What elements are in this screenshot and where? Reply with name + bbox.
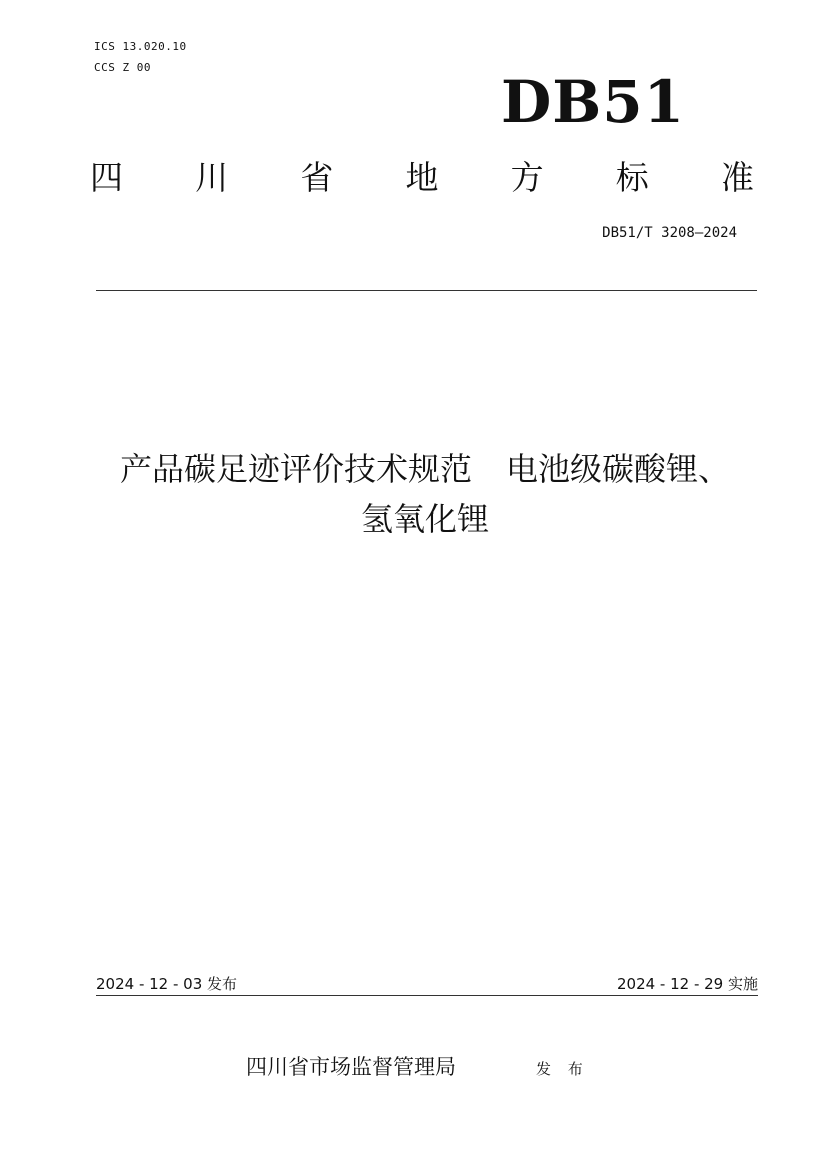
standard-type-char: 标 bbox=[615, 158, 649, 197]
title-line-2: 氢氧化锂 bbox=[360, 500, 489, 538]
document-title bbox=[80, 444, 770, 544]
title-sub-1: 电池级碳酸锂、 bbox=[506, 450, 731, 488]
standard-type-char: 川 bbox=[195, 158, 229, 197]
bottom-divider bbox=[96, 995, 758, 996]
standard-type-char: 方 bbox=[510, 158, 544, 197]
standard-type-char: 四 bbox=[90, 158, 123, 197]
standard-type-heading bbox=[90, 156, 754, 200]
title-main: 产品碳足迹评价技术规范 bbox=[119, 450, 472, 488]
standard-type-char: 省 bbox=[300, 158, 334, 197]
ics-code: ICS 13.020.10 bbox=[94, 40, 187, 53]
standard-type-char: 准 bbox=[720, 158, 754, 197]
implement-date: 2024 - 12 - 29 实施 bbox=[616, 975, 758, 993]
standard-type-char: 地 bbox=[405, 158, 439, 197]
standard-number: DB51/T 3208—2024 bbox=[602, 225, 737, 241]
issue-label: 发 布 bbox=[536, 1060, 589, 1078]
title-line-1 bbox=[80, 444, 770, 494]
publish-date: 2024 - 12 - 03 发布 bbox=[96, 975, 238, 993]
top-divider bbox=[96, 290, 757, 291]
issuing-authority: 四川省市场监督管理局 bbox=[246, 1055, 456, 1079]
ccs-code: CCS Z 00 bbox=[94, 61, 151, 74]
standard-code-logo: DB51 bbox=[500, 68, 686, 136]
